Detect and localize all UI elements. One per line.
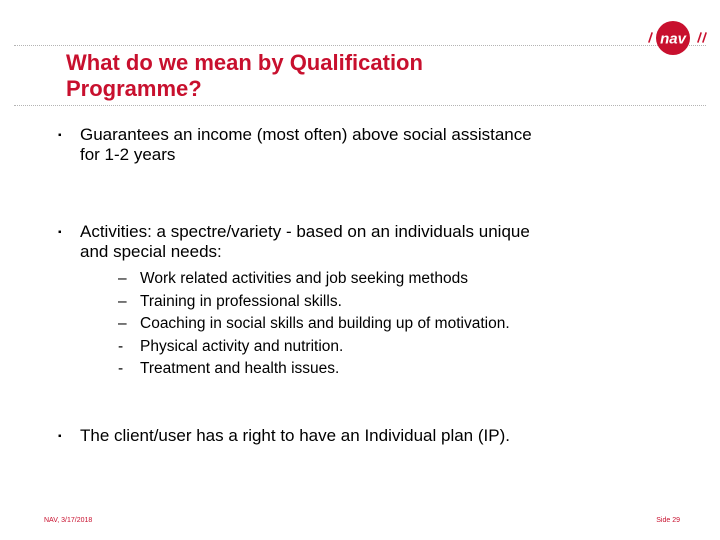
bullet-line: Guarantees an income (most often) above social assistance — [80, 125, 532, 144]
bullet-marker: ▪ — [58, 227, 62, 238]
nav-logo — [643, 20, 718, 56]
sub-bullet-text: Coaching in social skills and building up of motivation. — [140, 315, 510, 332]
top-divider — [14, 45, 706, 46]
sub-bullet-dash: – — [118, 315, 127, 332]
bullet-line: The client/user has a right to have an Individual plan (IP). — [80, 426, 510, 445]
sub-bullet-item — [118, 268, 510, 291]
sub-bullet-dash: – — [118, 292, 127, 310]
bullet-text — [80, 426, 510, 446]
sub-bullet-text: Training in professional skills. — [140, 292, 342, 310]
logo-right-stroke-1 — [698, 33, 701, 42]
bottom-divider — [14, 105, 706, 106]
sub-bullet-text: Work related activities and job seeking methods — [140, 270, 468, 287]
sub-bullet-dash: - — [118, 360, 124, 377]
bullet-marker: ▪ — [58, 431, 62, 442]
sub-bullet-item — [118, 313, 510, 336]
sub-bullet-item — [118, 291, 510, 314]
sub-bullet-dash: - — [118, 337, 124, 355]
logo-left-stroke — [649, 33, 652, 42]
sub-bullet-item — [118, 336, 510, 359]
bullet-text — [80, 125, 532, 165]
bullet-item — [58, 426, 698, 447]
bullet-item — [58, 222, 698, 262]
logo-text: nav — [660, 30, 686, 48]
title-line-1: What do we mean by Qualification — [66, 50, 423, 75]
bullet-line: Activities: a spectre/variety - based on an individuals unique — [80, 222, 530, 241]
title-line-2: Programme? — [66, 76, 202, 101]
logo-right-stroke-2 — [703, 33, 706, 42]
page-number: Side 29 — [656, 517, 680, 524]
footer-date: NAV, 3/17/2018 — [44, 517, 93, 524]
bullet-text — [80, 222, 530, 262]
bullet-item — [58, 125, 698, 165]
sub-bullet-list — [118, 268, 510, 381]
sub-bullet-item — [118, 358, 510, 381]
bullet-line: for 1-2 years — [80, 145, 176, 164]
slide-title — [66, 50, 586, 102]
bullet-marker: ▪ — [58, 130, 62, 141]
sub-bullet-dash: – — [118, 270, 127, 287]
sub-bullet-text: Physical activity and nutrition. — [140, 337, 344, 355]
sub-bullet-text: Treatment and health issues. — [140, 360, 340, 377]
bullet-line: and special needs: — [80, 242, 222, 261]
